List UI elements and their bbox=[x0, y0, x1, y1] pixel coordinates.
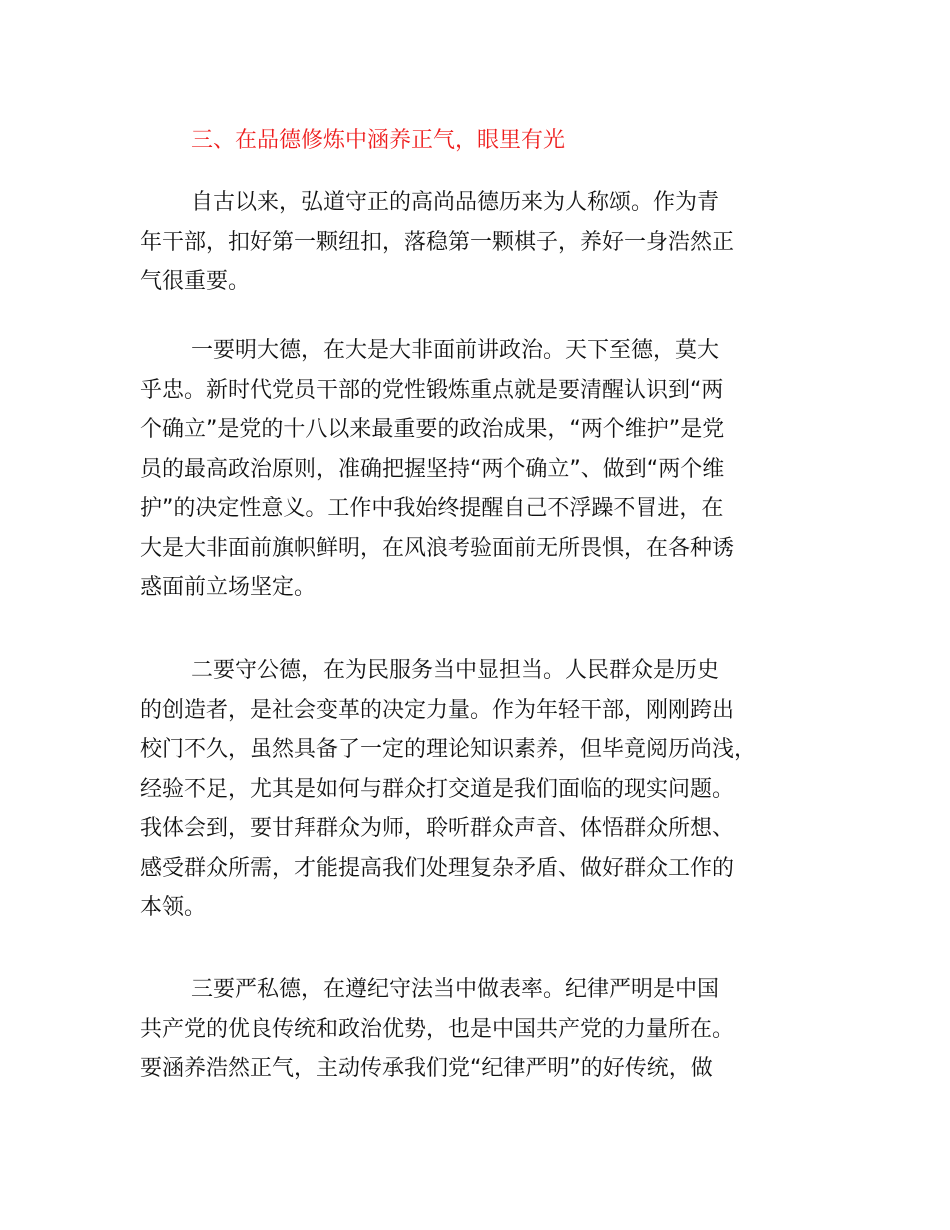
paragraph-line: 二要守公德，在为民服务当中显担当。人民群众是历史 bbox=[191, 658, 720, 683]
paragraph-line: 校门不久，虽然具备了一定的理论知识素养，但毕竟阅历尚浅， bbox=[140, 737, 757, 762]
section-heading: 三、在品德修炼中涵养正气，眼里有光 bbox=[191, 128, 566, 153]
paragraph-line: 护”的决定性意义。工作中我始终提醒自己不浮躁不冒进，在 bbox=[140, 496, 724, 521]
paragraph-line: 一要明大德，在大是大非面前讲政治。天下至德，莫大 bbox=[191, 338, 720, 363]
paragraph-public-virtue bbox=[140, 651, 840, 928]
paragraph-great-virtue bbox=[140, 331, 840, 608]
paragraph-line: 气很重要。 bbox=[140, 269, 251, 294]
paragraph-line: 要涵养浩然正气，主动传承我们党“纪律严明”的好传统，做 bbox=[140, 1056, 713, 1081]
paragraph-line: 乎忠。新时代党员干部的党性锻炼重点就是要清醒认识到“两 bbox=[140, 377, 724, 403]
paragraph-line: 个确立”是党的十八以来最重要的政治成果，“两个维护”是党 bbox=[140, 417, 725, 442]
paragraph-line: 三要严私德，在遵纪守法当中做表率。纪律严明是中国 bbox=[191, 977, 720, 1002]
paragraph-line: 我体会到，要甘拜群众为师，聆听群众声音、体悟群众所想、 bbox=[140, 816, 735, 841]
paragraph-line: 员的最高政治原则，准确把握坚持“两个确立”、做到“两个维 bbox=[140, 456, 725, 482]
paragraph-line: 自古以来，弘道守正的高尚品德历来为人称颂。作为青 bbox=[191, 190, 720, 215]
paragraph-line: 大是大非面前旗帜鲜明，在风浪考验面前无所畏惧，在各种诱 bbox=[140, 535, 735, 561]
paragraph-line: 惑面前立场坚定。 bbox=[140, 575, 317, 600]
paragraph-line: 共产党的优良传统和政治优势，也是中国共产党的力量所在。 bbox=[140, 1016, 735, 1042]
paragraph-line: 的创造者，是社会变革的决定力量。作为年轻干部，刚刚跨出 bbox=[140, 697, 735, 723]
paragraph-line: 经验不足，尤其是如何与群众打交道是我们面临的现实问题。 bbox=[140, 776, 735, 802]
paragraph-line: 感受群众所需，才能提高我们处理复杂矛盾、做好群众工作的 bbox=[140, 855, 735, 881]
paragraph-line: 年干部，扣好第一颗纽扣，落稳第一颗棋子，养好一身浩然正 bbox=[140, 229, 735, 255]
paragraph-intro bbox=[140, 183, 840, 302]
paragraph-line: 本领。 bbox=[140, 895, 207, 920]
paragraph-private-virtue bbox=[140, 970, 840, 1089]
